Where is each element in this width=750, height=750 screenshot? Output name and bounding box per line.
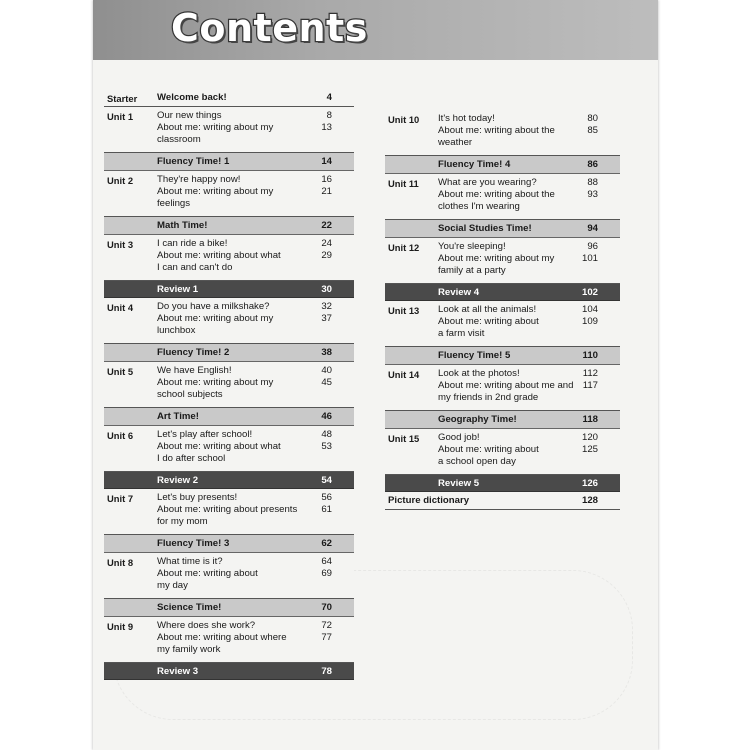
toc-unit-row [104, 235, 354, 281]
page-number: 109 [581, 316, 598, 327]
unit-title-line: I can and can't do [157, 262, 233, 273]
toc-special-row [104, 344, 354, 362]
unit-title-line: Let's play after school! [157, 429, 253, 440]
unit-title-line: We have English! [157, 365, 232, 376]
unit-title-line: About me: writing about my [157, 313, 274, 324]
special-title: Geography Time! [438, 414, 517, 425]
unit-title-line: About me: writing about what [157, 250, 281, 261]
unit-pages [568, 368, 598, 392]
toc-special-row [104, 217, 354, 235]
unit-titles [438, 113, 573, 149]
page-number: 128 [581, 495, 598, 506]
toc-special-row [385, 347, 620, 365]
unit-label: Unit 10 [388, 114, 420, 125]
unit-title-line: a school open day [438, 456, 516, 467]
special-title: Fluency Time! 2 [157, 347, 230, 358]
unit-title-line: a farm visit [438, 328, 485, 339]
unit-title-line: lunchbox [157, 325, 196, 336]
unit-title-line: About me: writing about presents [157, 504, 298, 515]
unit-pages [302, 365, 332, 389]
contents-column-left [104, 89, 354, 680]
page-number: 101 [581, 253, 598, 264]
unit-titles [157, 174, 297, 210]
page-number: 24 [321, 238, 332, 249]
page-number: 30 [321, 284, 332, 295]
unit-titles [438, 177, 573, 213]
page-number: 120 [581, 432, 598, 443]
page-number: 29 [321, 250, 332, 261]
unit-label: Unit 4 [107, 302, 134, 313]
starter-label: Starter [107, 93, 138, 104]
unit-label: Unit 14 [388, 369, 420, 380]
unit-label: Unit 1 [107, 111, 134, 122]
unit-pages [302, 238, 332, 262]
unit-title-line: I do after school [157, 453, 226, 464]
toc-unit-row [104, 298, 354, 344]
unit-titles [157, 492, 297, 528]
page-number: 37 [321, 313, 332, 324]
page-number: 88 [587, 177, 598, 188]
page-number: 93 [587, 189, 598, 200]
unit-title-line: About me: writing about my [157, 186, 274, 197]
toc-unit-row [385, 174, 620, 220]
toc-plain-row [385, 492, 620, 510]
unit-title-line: weather [438, 137, 473, 148]
page-number: 53 [321, 441, 332, 452]
contents-column-right [385, 110, 620, 510]
toc-special-row [385, 156, 620, 174]
page-number: 77 [321, 632, 332, 643]
unit-title-line: I can ride a bike! [157, 238, 228, 249]
page-number: 22 [321, 220, 332, 231]
unit-label: Unit 7 [107, 493, 134, 504]
unit-pages [302, 429, 332, 453]
unit-title-line: Our new things [157, 110, 222, 121]
toc-review-row [385, 284, 620, 301]
unit-title-line: About me: writing about what [157, 441, 281, 452]
unit-label: Unit 5 [107, 366, 134, 377]
page-number: 112 [582, 368, 598, 379]
unit-title-line: Let's buy presents! [157, 492, 238, 503]
unit-title-line: About me: writing about [438, 316, 539, 327]
unit-titles [438, 241, 573, 277]
unit-pages [568, 241, 598, 265]
page-number: 86 [587, 159, 598, 170]
unit-label: Unit 2 [107, 175, 134, 186]
toc-special-row [385, 411, 620, 429]
page-number: 48 [321, 429, 332, 440]
toc-unit-row [385, 365, 620, 411]
page-number: 96 [587, 241, 598, 252]
unit-title-line: feelings [157, 198, 191, 209]
unit-title-line: family at a party [438, 265, 506, 276]
unit-titles [157, 620, 297, 656]
toc-special-row [385, 220, 620, 238]
unit-titles [157, 238, 297, 274]
unit-title-line: It's hot today! [438, 113, 495, 124]
unit-title-line: Do you have a milkshake? [157, 301, 270, 312]
toc-review-row [104, 663, 354, 680]
review-title: Review 3 [157, 666, 199, 677]
unit-pages [568, 177, 598, 201]
page-number: 69 [321, 568, 332, 579]
unit-titles [157, 429, 297, 465]
toc-starter-row [104, 89, 354, 107]
unit-title-line: About me: writing about my [438, 253, 555, 264]
unit-label: Unit 12 [388, 242, 420, 253]
unit-title-line: About me: writing about [438, 444, 539, 455]
page-number: 16 [321, 174, 332, 185]
special-title: Math Time! [157, 220, 208, 231]
unit-pages [568, 304, 598, 328]
page-number: 54 [321, 475, 332, 486]
unit-titles [438, 304, 573, 340]
toc-special-row [104, 599, 354, 617]
unit-titles [438, 368, 573, 404]
toc-unit-row [104, 171, 354, 217]
unit-title-line: You're sleeping! [438, 241, 506, 252]
toc-unit-row [104, 362, 354, 408]
unit-title-line: Look at all the animals! [438, 304, 537, 315]
unit-titles [157, 556, 297, 592]
page-number: 4 [326, 92, 332, 103]
unit-title-line: clothes I'm wearing [438, 201, 520, 212]
page-number: 13 [321, 122, 332, 133]
page-number: 14 [321, 156, 332, 167]
page-number: 8 [326, 110, 332, 121]
unit-title-line: They're happy now! [157, 174, 241, 185]
page-number: 102 [581, 287, 598, 298]
review-title: Review 2 [157, 475, 199, 486]
special-title: Fluency Time! 1 [157, 156, 230, 167]
unit-label: Unit 3 [107, 239, 134, 250]
toc-unit-row [385, 238, 620, 284]
special-title: Social Studies Time! [438, 223, 532, 234]
toc-special-row [104, 408, 354, 426]
unit-title-line: About me: writing about my [157, 122, 274, 133]
page-number: 21 [321, 186, 332, 197]
page-number: 32 [321, 301, 332, 312]
unit-title-line: school subjects [157, 389, 223, 400]
review-title: Review 1 [157, 284, 199, 295]
page-number: 125 [581, 444, 598, 455]
page-number: 110 [582, 350, 598, 361]
unit-label: Unit 9 [107, 621, 134, 632]
page-number: 85 [587, 125, 598, 136]
unit-label: Unit 15 [388, 433, 420, 444]
page-number: 62 [321, 538, 332, 549]
unit-title-line: About me: writing about the [438, 125, 555, 136]
page-number: 45 [321, 377, 332, 388]
unit-title-line: About me: writing about me and [438, 380, 574, 391]
toc-unit-row [104, 553, 354, 599]
unit-title-line: Where does she work? [157, 620, 256, 631]
page-number: 40 [321, 365, 332, 376]
unit-titles [157, 365, 297, 401]
unit-title-line: my day [157, 580, 188, 591]
page-number: 70 [321, 602, 332, 613]
unit-pages [302, 556, 332, 580]
special-title: Fluency Time! 5 [438, 350, 511, 361]
page-number: 118 [582, 414, 598, 425]
unit-pages [302, 174, 332, 198]
review-title: Review 4 [438, 287, 480, 298]
unit-title-line: What are you wearing? [438, 177, 537, 188]
unit-title-line: my family work [157, 644, 221, 655]
unit-title-line: About me: writing about [157, 568, 258, 579]
unit-pages [302, 301, 332, 325]
review-title: Review 5 [438, 478, 480, 489]
unit-title-line: What time is it? [157, 556, 223, 567]
unit-title-line: Good job! [438, 432, 480, 443]
unit-pages [302, 620, 332, 644]
page-number: 64 [321, 556, 332, 567]
special-title: Fluency Time! 4 [438, 159, 511, 170]
toc-review-row [385, 475, 620, 492]
page-number: 38 [321, 347, 332, 358]
unit-titles [438, 432, 573, 468]
unit-label: Unit 13 [388, 305, 420, 316]
page-number: 72 [321, 620, 332, 631]
unit-label: Unit 11 [388, 178, 419, 189]
page-number: 104 [581, 304, 598, 315]
unit-title-line: my friends in 2nd grade [438, 392, 539, 403]
toc-special-row [104, 153, 354, 171]
page-number: 117 [582, 380, 598, 391]
unit-label: Unit 6 [107, 430, 134, 441]
toc-review-row [104, 472, 354, 489]
page-number: 46 [321, 411, 332, 422]
unit-pages [568, 432, 598, 456]
special-title: Fluency Time! 3 [157, 538, 230, 549]
toc-unit-row [104, 617, 354, 663]
page-number: 61 [321, 504, 332, 515]
unit-pages [302, 492, 332, 516]
unit-label: Unit 8 [107, 557, 134, 568]
unit-pages [302, 110, 332, 134]
page-title: Contents [171, 6, 368, 50]
unit-title-line: Look at the photos! [438, 368, 520, 379]
unit-titles [157, 110, 297, 146]
unit-title-line: About me: writing about the [438, 189, 555, 200]
unit-titles [157, 301, 297, 337]
unit-title-line: About me: writing about where [157, 632, 287, 643]
toc-unit-row [104, 489, 354, 535]
page-number: 56 [321, 492, 332, 503]
special-title: Science Time! [157, 602, 222, 613]
unit-title-line: for my mom [157, 516, 208, 527]
special-title: Art Time! [157, 411, 199, 422]
page-number: 80 [587, 113, 598, 124]
unit-title-line: classroom [157, 134, 201, 145]
toc-unit-row [385, 110, 620, 156]
toc-unit-row [104, 107, 354, 153]
page-number: 126 [581, 478, 598, 489]
toc-unit-row [385, 429, 620, 475]
plain-title: Picture dictionary [388, 495, 470, 506]
unit-pages [568, 113, 598, 137]
toc-review-row [104, 281, 354, 298]
toc-unit-row [104, 426, 354, 472]
toc-special-row [104, 535, 354, 553]
starter-title: Welcome back! [157, 92, 227, 103]
page-number: 94 [587, 223, 598, 234]
contents-page [93, 0, 658, 750]
toc-unit-row [385, 301, 620, 347]
unit-title-line: About me: writing about my [157, 377, 274, 388]
page-number: 78 [321, 666, 332, 677]
